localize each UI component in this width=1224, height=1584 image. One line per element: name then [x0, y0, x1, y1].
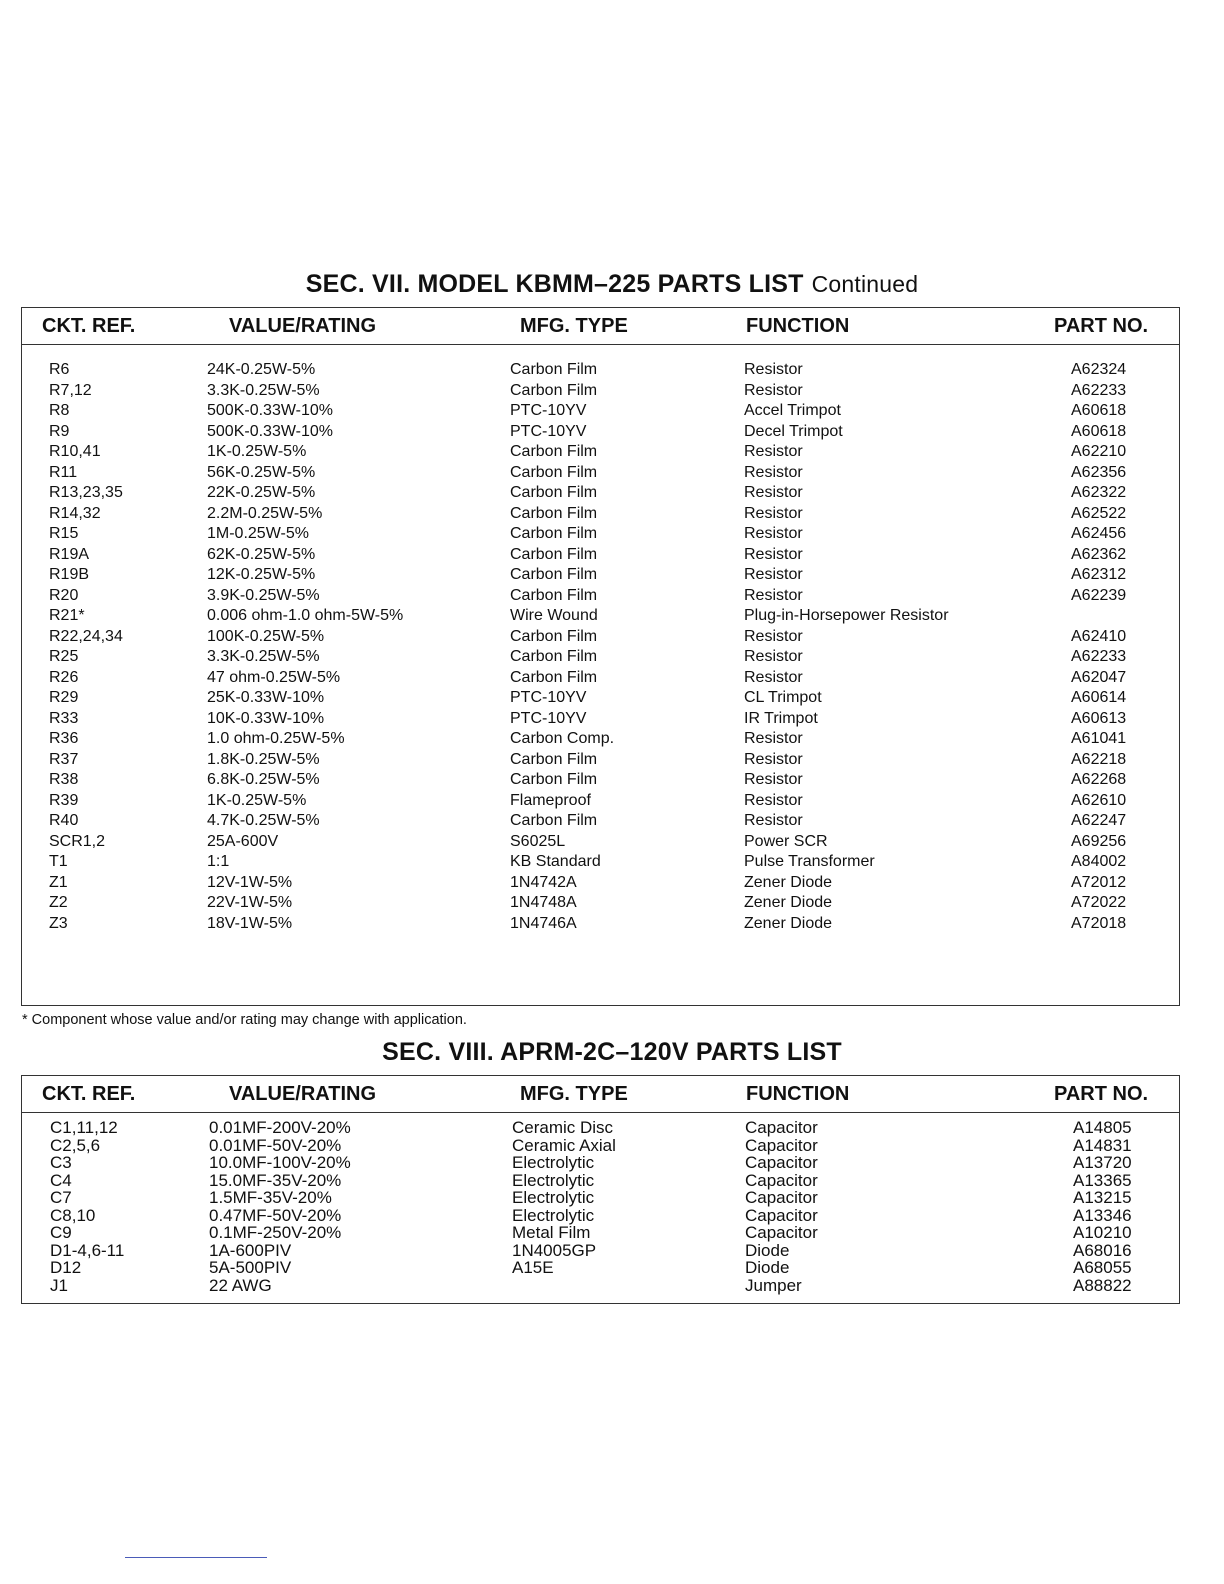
cell-mfg-type: 1N4748A	[510, 894, 577, 911]
cell-mfg-type: PTC-10YV	[510, 689, 587, 706]
table-row	[22, 915, 1179, 936]
table-row	[22, 566, 1179, 587]
cell-value-rating: 3.3K-0.25W-5%	[207, 648, 320, 665]
cell-function: Capacitor	[745, 1135, 818, 1155]
section-7-title-text: SEC. VII. MODEL KBMM–225 PARTS LIST	[305, 270, 804, 298]
cell-ckt-ref: Z3	[49, 914, 68, 932]
cell-value-rating: 2.2M-0.25W-5%	[207, 504, 323, 522]
header-part-no: PART NO.	[1054, 315, 1149, 337]
cell-function: Resistor	[744, 750, 803, 768]
cell-value-rating: 1.5MF-35V-20%	[209, 1188, 332, 1207]
cell-function: Resistor	[744, 545, 803, 563]
cell-function: Resistor	[744, 648, 803, 665]
cell-function: Resistor	[744, 504, 803, 522]
cell-ckt-ref: C4	[50, 1170, 72, 1190]
cell-function: Resistor	[744, 586, 803, 604]
cell-part-no: A60614	[1071, 689, 1127, 706]
cell-part-no: A62456	[1071, 525, 1127, 542]
cell-mfg-type: PTC-10YV	[510, 422, 587, 440]
cell-mfg-type: Carbon Film	[510, 545, 598, 563]
cell-part-no: A68016	[1073, 1240, 1132, 1260]
table-row	[22, 1276, 1179, 1294]
cell-ckt-ref: R19A	[49, 545, 90, 563]
cell-value-rating: 3.3K-0.25W-5%	[207, 381, 320, 399]
cell-ckt-ref: C2,5,6	[50, 1135, 101, 1155]
cell-value-rating: 10K-0.33W-10%	[207, 709, 325, 727]
cell-mfg-type: Wire Wound	[510, 607, 598, 624]
cell-part-no: A62322	[1071, 484, 1127, 501]
cell-part-no: A62247	[1071, 812, 1127, 829]
cell-ckt-ref: R8	[49, 402, 70, 419]
cell-ckt-ref: T1	[49, 853, 68, 870]
cell-part-no: A72022	[1071, 894, 1127, 911]
parts-table-kbmm-225	[21, 307, 1180, 1006]
table-row	[22, 669, 1179, 690]
cell-part-no: A62610	[1071, 791, 1127, 809]
cell-function: Plug-in-Horsepower Resistor	[744, 607, 949, 624]
cell-ckt-ref: R15	[49, 525, 79, 542]
cell-mfg-type: Carbon Film	[510, 484, 598, 501]
cell-part-no: A84002	[1071, 853, 1127, 870]
header-ckt-ref: CKT. REF.	[42, 1083, 136, 1105]
table-row	[22, 361, 1179, 382]
cell-function: Resistor	[744, 484, 803, 501]
cell-function: Resistor	[744, 443, 803, 460]
header-value-rating: VALUE/RATING	[229, 1083, 377, 1105]
cell-value-rating: 0.01MF-200V-20%	[209, 1118, 351, 1137]
cell-value-rating: 22K-0.25W-5%	[207, 484, 316, 501]
cell-part-no: A62268	[1071, 771, 1127, 788]
table-row	[22, 1136, 1179, 1154]
cell-function: Resistor	[744, 463, 803, 481]
cell-function: CL Trimpot	[744, 689, 822, 706]
table-row	[22, 792, 1179, 813]
cell-ckt-ref: R33	[49, 709, 79, 727]
cell-value-rating: 4.7K-0.25W-5%	[207, 812, 320, 829]
cell-function: Capacitor	[745, 1153, 818, 1172]
cell-value-rating: 1A-600PIV	[209, 1240, 292, 1260]
cell-mfg-type: S6025L	[510, 832, 566, 850]
cell-ckt-ref: D1-4,6-11	[50, 1240, 125, 1260]
section-7-title-suffix: Continued	[811, 271, 919, 297]
cell-mfg-type: PTC-10YV	[510, 402, 587, 419]
cell-value-rating: 25A-600V	[207, 832, 279, 850]
cell-value-rating: 1K-0.25W-5%	[207, 791, 307, 809]
table-row	[22, 894, 1179, 915]
cell-function: Resistor	[744, 771, 803, 788]
cell-ckt-ref: R21*	[49, 607, 85, 624]
cell-mfg-type: Ceramic Axial	[512, 1135, 616, 1155]
table-row	[22, 402, 1179, 423]
cell-part-no: A10210	[1073, 1223, 1132, 1242]
cell-part-no: A62356	[1071, 463, 1127, 481]
cell-value-rating: 15.0MF-35V-20%	[209, 1170, 342, 1190]
cell-ckt-ref: R36	[49, 730, 79, 747]
cell-part-no: A62324	[1071, 361, 1127, 378]
cell-value-rating: 100K-0.25W-5%	[207, 627, 325, 645]
table-row	[22, 1258, 1179, 1276]
cell-value-rating: 1K-0.25W-5%	[207, 443, 307, 460]
cell-part-no: A13215	[1073, 1188, 1132, 1207]
cell-function: Power SCR	[744, 832, 828, 850]
cell-mfg-type: Carbon Film	[510, 668, 598, 686]
cell-value-rating: 10.0MF-100V-20%	[209, 1153, 351, 1172]
table-row	[22, 730, 1179, 751]
cell-mfg-type: Electrolytic	[512, 1170, 595, 1190]
cell-ckt-ref: C8,10	[50, 1205, 96, 1225]
header-mfg-type: MFG. TYPE	[520, 315, 628, 337]
table-header	[22, 308, 1179, 345]
cell-function: Capacitor	[745, 1170, 818, 1190]
table-row	[22, 751, 1179, 772]
cell-value-rating: 500K-0.33W-10%	[207, 402, 333, 419]
cell-value-rating: 47 ohm-0.25W-5%	[207, 668, 341, 686]
cell-part-no: A13720	[1073, 1153, 1132, 1172]
cell-mfg-type: Carbon Film	[510, 648, 598, 665]
cell-function: Resistor	[744, 627, 803, 645]
footnote: * Component whose value and/or rating may change with application.	[22, 1012, 467, 1028]
cell-function: Resistor	[744, 525, 803, 542]
cell-mfg-type: Carbon Film	[510, 525, 598, 542]
table-body	[22, 345, 1179, 935]
cell-value-rating: 5A-500PIV	[209, 1258, 292, 1277]
cell-function: Resistor	[744, 791, 803, 809]
table-row	[22, 525, 1179, 546]
cell-mfg-type: Carbon Film	[510, 381, 598, 399]
cell-ckt-ref: R11	[49, 463, 78, 481]
cell-function: Jumper	[745, 1275, 802, 1295]
cell-function: Capacitor	[745, 1118, 818, 1137]
cell-mfg-type: Flameproof	[510, 791, 591, 809]
table-row	[22, 484, 1179, 505]
cell-part-no: A62218	[1071, 750, 1127, 768]
cell-mfg-type: Carbon Film	[510, 443, 598, 460]
header-function: FUNCTION	[746, 315, 850, 337]
cell-mfg-type: Carbon Film	[510, 361, 598, 378]
cell-mfg-type: Carbon Film	[510, 750, 598, 768]
cell-part-no: A68055	[1073, 1258, 1132, 1277]
section-8-title-text: SEC. VIII. APRM-2C–120V PARTS LIST	[382, 1038, 842, 1066]
cell-part-no: A62239	[1071, 586, 1127, 604]
table-row	[22, 812, 1179, 833]
cell-function: Resistor	[744, 812, 803, 829]
cell-mfg-type: Carbon Film	[510, 771, 598, 788]
parts-table-aprm-2c-120v	[21, 1075, 1180, 1304]
cell-value-rating: 1M-0.25W-5%	[207, 525, 309, 542]
cell-part-no: A60618	[1071, 402, 1127, 419]
table-row	[22, 382, 1179, 403]
cell-part-no: A62047	[1071, 668, 1127, 686]
cell-function: Resistor	[744, 566, 803, 583]
cell-part-no: A62312	[1071, 566, 1127, 583]
cell-mfg-type: Carbon Comp.	[510, 730, 615, 747]
cell-mfg-type: A15E	[512, 1258, 554, 1277]
cell-function: Resistor	[744, 730, 803, 747]
table-row	[22, 505, 1179, 526]
cell-value-rating: 1.0 ohm-0.25W-5%	[207, 730, 345, 747]
cell-ckt-ref: R25	[49, 648, 79, 665]
header-value-rating: VALUE/RATING	[229, 315, 377, 337]
page-link-underline	[125, 1557, 267, 1558]
cell-ckt-ref: R20	[49, 586, 79, 604]
cell-mfg-type: 1N4742A	[510, 873, 577, 891]
table-row	[22, 689, 1179, 710]
cell-part-no: A72018	[1071, 914, 1127, 932]
cell-value-rating: 25K-0.33W-10%	[207, 689, 325, 706]
cell-value-rating: 0.47MF-50V-20%	[209, 1205, 342, 1225]
cell-function: Diode	[745, 1240, 790, 1260]
cell-mfg-type: Ceramic Disc	[512, 1118, 614, 1137]
cell-function: Resistor	[744, 381, 803, 399]
cell-ckt-ref: C7	[50, 1188, 72, 1207]
cell-ckt-ref: R7,12	[49, 381, 92, 399]
cell-ckt-ref: R19B	[49, 566, 90, 583]
table-row	[22, 587, 1179, 608]
cell-ckt-ref: J1	[50, 1275, 68, 1295]
cell-part-no: A62233	[1071, 381, 1127, 399]
cell-ckt-ref: R39	[49, 791, 79, 809]
table-row	[22, 648, 1179, 669]
cell-part-no: A61041	[1071, 730, 1127, 747]
cell-ckt-ref: R13,23,35	[49, 484, 123, 501]
table-row	[22, 853, 1179, 874]
header-ckt-ref: CKT. REF.	[42, 315, 136, 337]
cell-part-no: A60613	[1071, 709, 1127, 727]
section-8-title	[0, 1038, 1224, 1067]
cell-function: Zener Diode	[744, 873, 833, 891]
cell-value-rating: 500K-0.33W-10%	[207, 422, 333, 440]
cell-ckt-ref: R14,32	[49, 504, 101, 522]
cell-ckt-ref: R26	[49, 668, 79, 686]
cell-ckt-ref: C9	[50, 1223, 72, 1242]
cell-ckt-ref: R10,41	[49, 443, 101, 460]
table-row	[22, 628, 1179, 649]
cell-mfg-type: Carbon Film	[510, 812, 598, 829]
table-row	[22, 710, 1179, 731]
cell-mfg-type: Electrolytic	[512, 1205, 595, 1225]
cell-mfg-type: Carbon Film	[510, 566, 598, 583]
cell-part-no: A62410	[1071, 627, 1127, 645]
cell-mfg-type: 1N4746A	[510, 914, 577, 932]
cell-mfg-type: KB Standard	[510, 853, 601, 870]
cell-part-no: A13365	[1073, 1170, 1132, 1190]
cell-value-rating: 3.9K-0.25W-5%	[207, 586, 320, 604]
header-mfg-type: MFG. TYPE	[520, 1083, 628, 1105]
cell-function: Capacitor	[745, 1188, 818, 1207]
cell-function: Resistor	[744, 668, 803, 686]
cell-part-no: A13346	[1073, 1205, 1132, 1225]
table-row	[22, 833, 1179, 854]
cell-value-rating: 56K-0.25W-5%	[207, 463, 316, 481]
cell-mfg-type: Electrolytic	[512, 1153, 595, 1172]
cell-ckt-ref: Z2	[49, 894, 68, 911]
cell-mfg-type: Carbon Film	[510, 463, 598, 481]
table-header	[22, 1076, 1179, 1113]
table-row	[22, 423, 1179, 444]
cell-value-rating: 1.8K-0.25W-5%	[207, 750, 320, 768]
cell-function: IR Trimpot	[744, 709, 818, 727]
cell-ckt-ref: D12	[50, 1258, 82, 1277]
cell-ckt-ref: R37	[49, 750, 79, 768]
cell-ckt-ref: R29	[49, 689, 79, 706]
section-7-title	[0, 270, 1224, 299]
cell-value-rating: 0.006 ohm-1.0 ohm-5W-5%	[207, 607, 404, 624]
table-row	[22, 1241, 1179, 1259]
cell-ckt-ref: C1,11,12	[50, 1118, 118, 1137]
cell-value-rating: 0.01MF-50V-20%	[209, 1135, 342, 1155]
table-row	[22, 874, 1179, 895]
cell-part-no: A14831	[1073, 1135, 1132, 1155]
header-part-no: PART NO.	[1054, 1083, 1149, 1105]
cell-part-no: A62210	[1071, 443, 1127, 460]
table-row	[22, 607, 1179, 628]
table-row	[22, 464, 1179, 485]
cell-part-no: A62522	[1071, 504, 1127, 522]
cell-ckt-ref: R9	[49, 422, 70, 440]
cell-mfg-type: Electrolytic	[512, 1188, 595, 1207]
cell-part-no: A69256	[1071, 832, 1127, 850]
cell-part-no: A62233	[1071, 648, 1127, 665]
table-row	[22, 443, 1179, 464]
table-row	[22, 1206, 1179, 1224]
cell-value-rating: 12V-1W-5%	[207, 873, 293, 891]
table-row	[22, 1153, 1179, 1171]
cell-part-no: A88822	[1073, 1275, 1132, 1295]
table-row	[22, 546, 1179, 567]
cell-ckt-ref: R38	[49, 771, 79, 788]
table-row	[22, 1188, 1179, 1206]
cell-value-rating: 12K-0.25W-5%	[207, 566, 316, 583]
cell-value-rating: 22V-1W-5%	[207, 894, 293, 911]
cell-mfg-type: Carbon Film	[510, 586, 598, 604]
cell-mfg-type: PTC-10YV	[510, 709, 587, 727]
table-body	[22, 1113, 1179, 1293]
cell-part-no: A60618	[1071, 422, 1127, 440]
table-row	[22, 771, 1179, 792]
cell-function: Decel Trimpot	[744, 422, 843, 440]
cell-mfg-type: 1N4005GP	[512, 1240, 597, 1260]
cell-mfg-type: Metal Film	[512, 1223, 591, 1242]
cell-part-no: A62362	[1071, 545, 1127, 563]
cell-value-rating: 24K-0.25W-5%	[207, 361, 316, 378]
cell-value-rating: 0.1MF-250V-20%	[209, 1223, 342, 1242]
cell-value-rating: 18V-1W-5%	[207, 914, 293, 932]
cell-function: Capacitor	[745, 1223, 818, 1242]
cell-function: Accel Trimpot	[744, 402, 841, 419]
cell-mfg-type: Carbon Film	[510, 627, 598, 645]
header-function: FUNCTION	[746, 1083, 850, 1105]
cell-function: Diode	[745, 1258, 790, 1277]
cell-function: Resistor	[744, 361, 803, 378]
table-row	[22, 1171, 1179, 1189]
table-row	[22, 1118, 1179, 1136]
cell-ckt-ref: Z1	[49, 873, 68, 891]
table-row	[22, 1223, 1179, 1241]
cell-ckt-ref: R6	[49, 361, 70, 378]
cell-value-rating: 62K-0.25W-5%	[207, 545, 316, 563]
cell-function: Zener Diode	[744, 894, 833, 911]
cell-ckt-ref: R40	[49, 812, 79, 829]
cell-function: Pulse Transformer	[744, 853, 875, 870]
cell-ckt-ref: R22,24,34	[49, 627, 123, 645]
cell-function: Capacitor	[745, 1205, 818, 1225]
cell-ckt-ref: C3	[50, 1153, 72, 1172]
cell-ckt-ref: SCR1,2	[49, 832, 106, 850]
cell-value-rating: 6.8K-0.25W-5%	[207, 771, 320, 788]
cell-mfg-type: Carbon Film	[510, 504, 598, 522]
cell-function: Zener Diode	[744, 914, 833, 932]
cell-part-no: A14805	[1073, 1118, 1132, 1137]
cell-value-rating: 1:1	[207, 853, 230, 870]
cell-value-rating: 22 AWG	[209, 1275, 272, 1295]
cell-part-no: A72012	[1071, 873, 1127, 891]
